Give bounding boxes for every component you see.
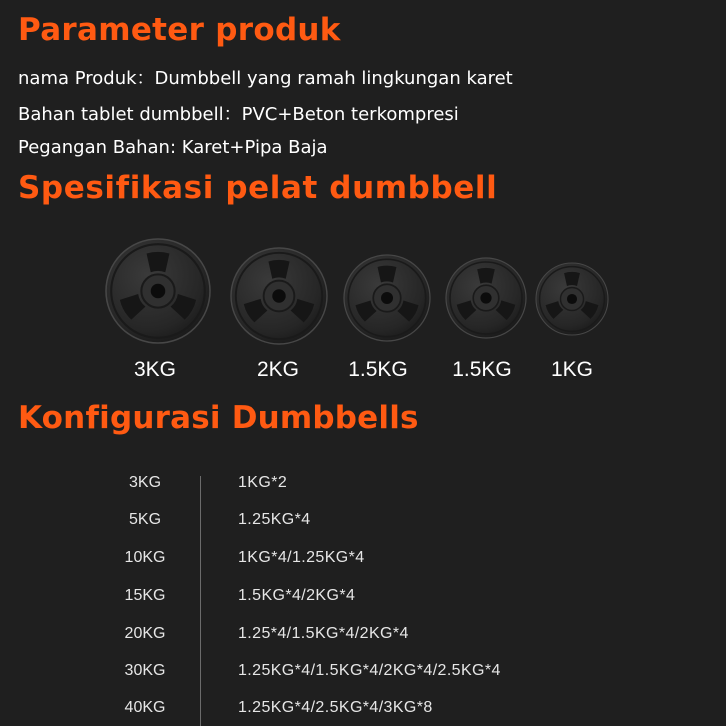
config-weight: 10KG bbox=[124, 549, 166, 566]
plate-label: 1KG bbox=[550, 358, 594, 381]
config-value: 1KG*2 bbox=[238, 474, 288, 491]
heading-configuration: Konfigurasi Dumbbells bbox=[18, 400, 419, 436]
weight-plate-icon bbox=[231, 248, 327, 344]
config-value: 1.25KG*4/1.5KG*4/2KG*4/2.5KG*4 bbox=[238, 662, 501, 679]
weight-plate-icon bbox=[344, 255, 430, 341]
plates-row bbox=[0, 220, 726, 355]
table-divider bbox=[200, 476, 201, 726]
config-weight: 20KG bbox=[124, 625, 166, 642]
config-value: 1KG*4/1.25KG*4 bbox=[238, 549, 365, 566]
plate-label: 1.5KG bbox=[348, 358, 408, 381]
param-product-name: nama Produk：Dumbbell yang ramah lingkungan karet bbox=[18, 68, 513, 89]
param-handle-material: Pegangan Bahan: Karet+Pipa Baja bbox=[18, 137, 328, 158]
config-value: 1.25KG*4 bbox=[238, 511, 311, 528]
weight-plate-icon bbox=[536, 263, 608, 335]
weight-plate-icon bbox=[446, 258, 526, 338]
plate-label: 2KG bbox=[256, 358, 300, 381]
config-value: 1.25KG*4/2.5KG*4/3KG*8 bbox=[238, 699, 433, 716]
plate-label: 3KG bbox=[133, 358, 177, 381]
config-value: 1.5KG*4/2KG*4 bbox=[238, 587, 356, 604]
plate-label: 1.5KG bbox=[452, 358, 512, 381]
heading-plate-specs: Spesifikasi pelat dumbbell bbox=[18, 170, 498, 206]
weight-plate-icon bbox=[106, 239, 210, 343]
config-weight: 40KG bbox=[124, 699, 166, 716]
config-weight: 15KG bbox=[124, 587, 166, 604]
config-weight: 30KG bbox=[124, 662, 166, 679]
config-weight: 5KG bbox=[128, 511, 162, 528]
heading-product-params: Parameter produk bbox=[18, 12, 341, 48]
param-plate-material: Bahan tablet dumbbell：PVC+Beton terkompresi bbox=[18, 104, 459, 125]
config-value: 1.25*4/1.5KG*4/2KG*4 bbox=[238, 625, 409, 642]
config-weight: 3KG bbox=[128, 474, 162, 491]
